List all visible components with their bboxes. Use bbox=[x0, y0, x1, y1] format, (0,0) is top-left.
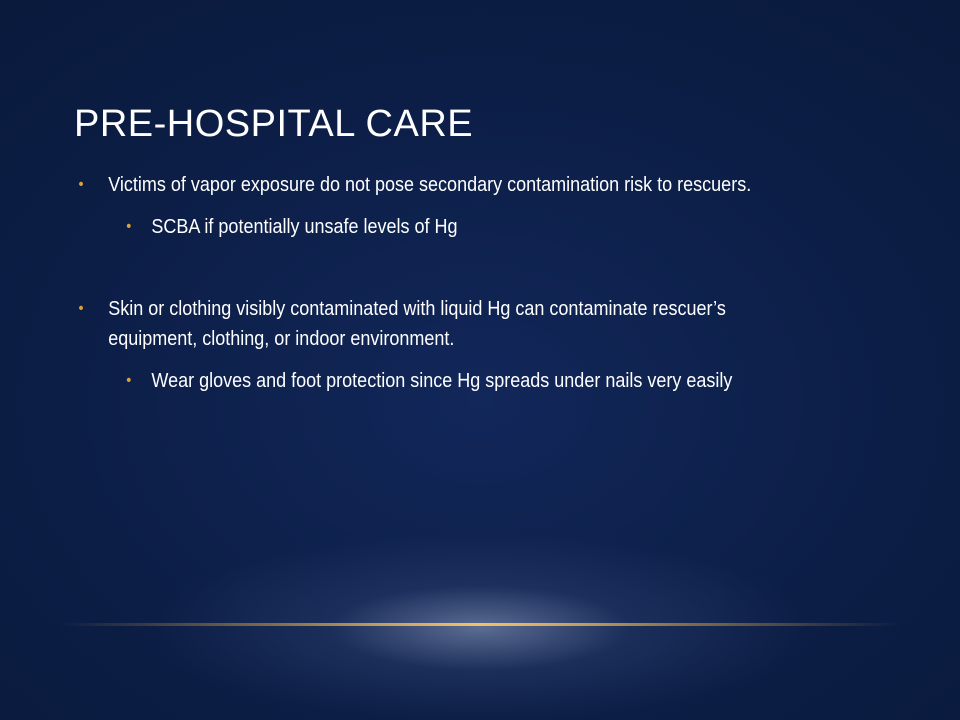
sub-bullet-text: Wear gloves and foot protection since Hg spreads under nails very easily bbox=[151, 370, 733, 392]
sub-bullet-text: SCBA if potentially unsafe levels of Hg bbox=[151, 216, 458, 238]
bullet-item bbox=[74, 294, 810, 354]
sub-bullet-item bbox=[74, 212, 960, 242]
slide-title: PRE-HOSPITAL CARE bbox=[74, 103, 474, 145]
bullet-icon: • bbox=[126, 372, 132, 389]
bullet-text: Victims of vapor exposure do not pose secondary contamination risk to rescuers. bbox=[108, 174, 752, 196]
spacer bbox=[74, 242, 904, 294]
bullet-icon: • bbox=[78, 176, 84, 193]
bullet-icon: • bbox=[78, 300, 84, 317]
bullet-list bbox=[74, 170, 904, 396]
decorative-glow-line bbox=[60, 623, 900, 626]
sub-bullet-item bbox=[74, 366, 960, 396]
bullet-text: Skin or clothing visibly contaminated with liquid Hg can contaminate rescuer’s equipment, clothing, or indoor environment. bbox=[108, 298, 726, 350]
bullet-item bbox=[74, 170, 810, 200]
bullet-icon: • bbox=[126, 218, 132, 235]
